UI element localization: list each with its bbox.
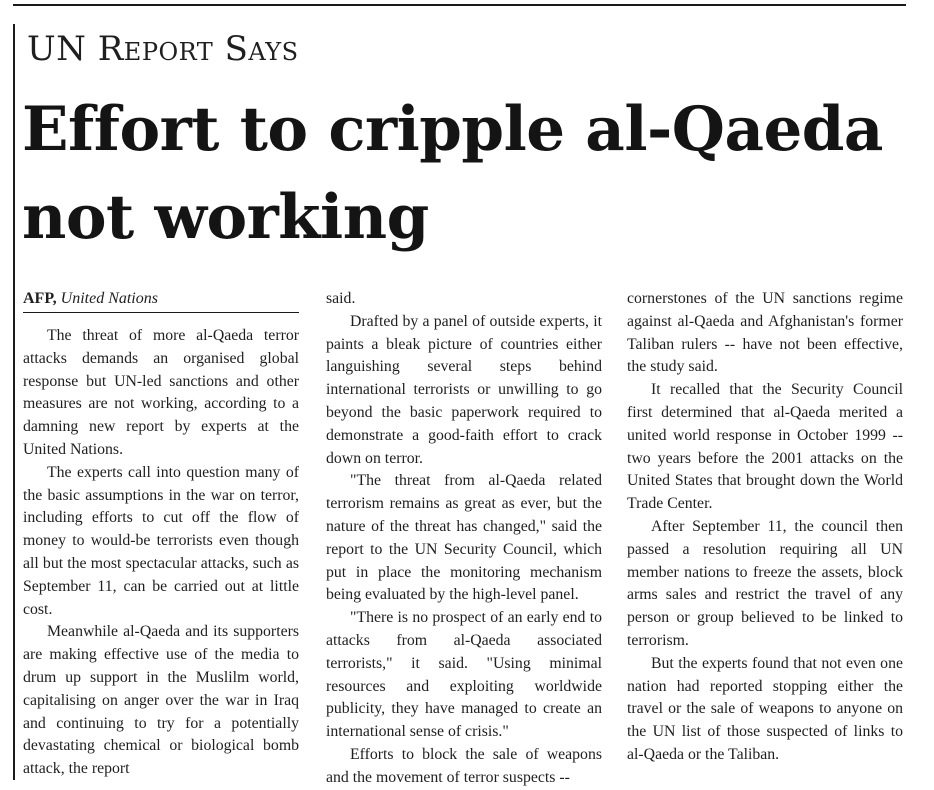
byline-place: United Nations [60,290,158,307]
paragraph: Drafted by a panel of outside experts, it paints a bleak picture of countries either languishing several steps behind international terrorists or unwilling to go beyond the basic paperwork required to demonstrate a good-faith effort to crack down on terror. [326,312,602,467]
paragraph: But the experts found that not even one nation had reported stopping either the travel or the sale of weapons to anyone on the UN list of those suspected of links to al-Qaeda or the Taliban. [627,654,903,763]
paragraph: Meanwhile al-Qaeda and its supporters are making effective use of the media to drum up support in the Muslilm world, capitalising on anger over the war in Iraq and continuing to try for a potentially devastating chemical or biological bomb attack, the report [23,623,299,778]
article-column-2 [326,288,602,790]
top-rule [13,4,906,6]
paragraph: The experts call into question many of the basic assumptions in the war on terror, including efforts to cut off the flow of money to would-be terrorists even though all but the most spectacular attacks, such as September 11, can be carried out at little cost. [23,463,299,618]
article-column-3 [627,288,903,767]
paragraph: After September 11, the council then passed a resolution requiring all UN member nations to freeze the assets, block arms sales and restrict the travel of any person or group believed to be linked to terrorism. [627,517,903,649]
article-column-1 [23,288,299,781]
kicker: UN Report Says [27,29,299,69]
left-rule [13,24,15,780]
paragraph: said. [326,290,356,307]
paragraph: Efforts to block the sale of weapons and the movement of terror suspects -- [326,745,602,786]
byline-agency: AFP, [23,290,57,307]
paragraph: It recalled that the Security Council first determined that al-Qaeda merited a united world response in October 1999 -- two years before the 2001 attacks on the United States that brought down the World Trade Center. [627,381,903,513]
paragraph: "There is no prospect of an early end to attacks from al-Qaeda associated terrorists," it said. "Using minimal resources and exploiting worldwide publicity, they have managed to create an international sense of crisis." [326,609,602,741]
byline [23,288,299,313]
headline: Effort to cripple al-Qaeda not working [22,94,883,253]
paragraph: The threat of more al-Qaeda terror attacks demands an organised global response but UN-led sanctions and other measures are not working, according to a damning new report by experts at the United Nations. [23,327,299,458]
paragraph: "The threat from al-Qaeda related terrorism remains as great as ever, but the nature of the threat has changed," said the report to the UN Security Council, which put in place the monitoring mechanism being evaluated by the high-level panel. [326,472,602,604]
paragraph: cornerstones of the UN sanctions regime against al-Qaeda and Afghanistan's former Taliban rulers -- have not been effective, the study said. [627,290,903,376]
